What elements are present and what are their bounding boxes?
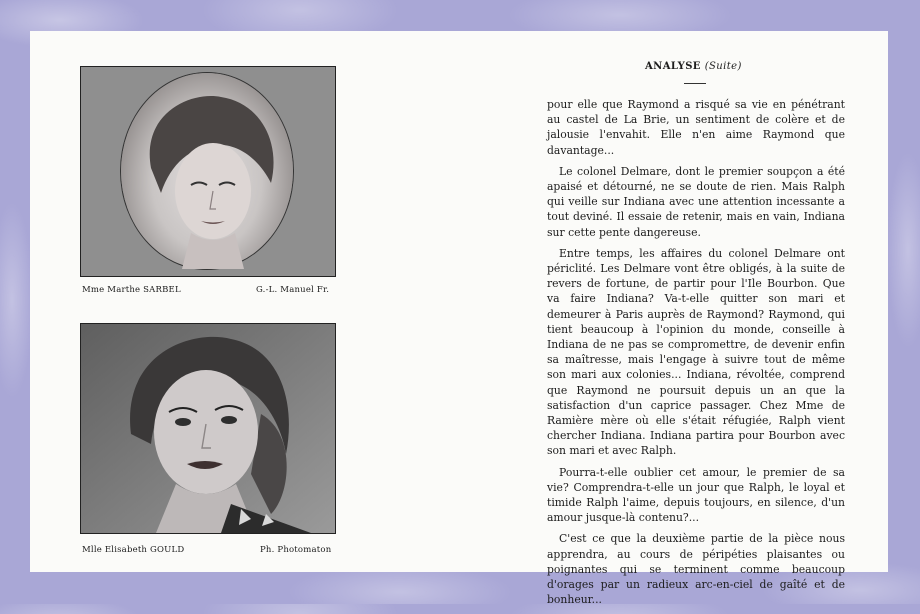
title-suffix: (Suite) bbox=[704, 61, 742, 72]
oval-vignette bbox=[121, 73, 293, 269]
portrait-photo-gould bbox=[80, 323, 336, 534]
portrait-caption-name: Mme Marthe SARBEL bbox=[82, 285, 181, 295]
title-underline bbox=[684, 83, 706, 84]
portrait-caption-name: Mlle Elisabeth GOULD bbox=[82, 545, 185, 555]
paragraph: pour elle que Raymond a risqué sa vie en pénétrant au castel de La Brie, un sentiment de colère et de jalousie l'envahit. Elle n'en aime Raymond que davantage... bbox=[547, 98, 845, 157]
analysis-text bbox=[547, 97, 845, 614]
paragraph: Le colonel Delmare, dont le premier soupçon a été apaisé et détourné, ne se doute de rien. Mais Ralph qui veille sur Indiana avec une attention incessante a tout deviné. Il essaie de retenir, mais en vain, Indiana sur cette pente dangereuse. bbox=[547, 164, 845, 239]
portrait-photo-sarbel bbox=[80, 66, 336, 277]
portrait-caption-credit: G.-L. Manuel Fr. bbox=[256, 285, 330, 295]
portrait-sarbel-image bbox=[121, 73, 293, 269]
paragraph: Pourra-t-elle oublier cet amour, le premier de sa vie? Comprendra-t-elle un jour que Ralph, le loyal et timide Ralph l'aime, depuis toujours, en silence, d'un amour jusque-là contenu?... bbox=[547, 465, 845, 525]
portrait-gould-image bbox=[81, 324, 335, 533]
brochure-page bbox=[30, 31, 888, 607]
title-text: ANALYSE bbox=[645, 61, 701, 72]
paragraph: C'est ce que la deuxième partie de la pièce nous apprendra, au cours de péripéties plaisantes ou poignantes qui se terminent comme beaucoup d'orages par un radieux arc-en-ciel de gaîté et de bonheur... bbox=[547, 532, 845, 607]
page-title bbox=[645, 61, 742, 72]
paragraph: Entre temps, les affaires du colonel Delmare ont périclité. Les Delmare vont être obligés, à la suite de revers de fortune, de partir pour l'Ile Bourbon. Que va faire Indiana? Va-t-elle quitter son mari et demeurer à Paris auprès de Raymond? Raymond, qui tient beaucoup à l'opinion du monde, conseille à Indiana de ne pas se compromettre, de devenir enfin sa maîtresse, mais l'engage à suivre tout de même son mari aux colonies... Indiana, révoltée, comprend que Raymond ne poursuit depuis un an que la satisfaction d'un caprice passager. Chez Mme de Ramière mère où elle s'était réfugiée, Ralph vient chercher Indiana. Indiana partira pour Bourbon avec son mari et avec Ralph. bbox=[547, 246, 845, 458]
portrait-caption-credit: Ph. Photomaton bbox=[260, 545, 332, 555]
